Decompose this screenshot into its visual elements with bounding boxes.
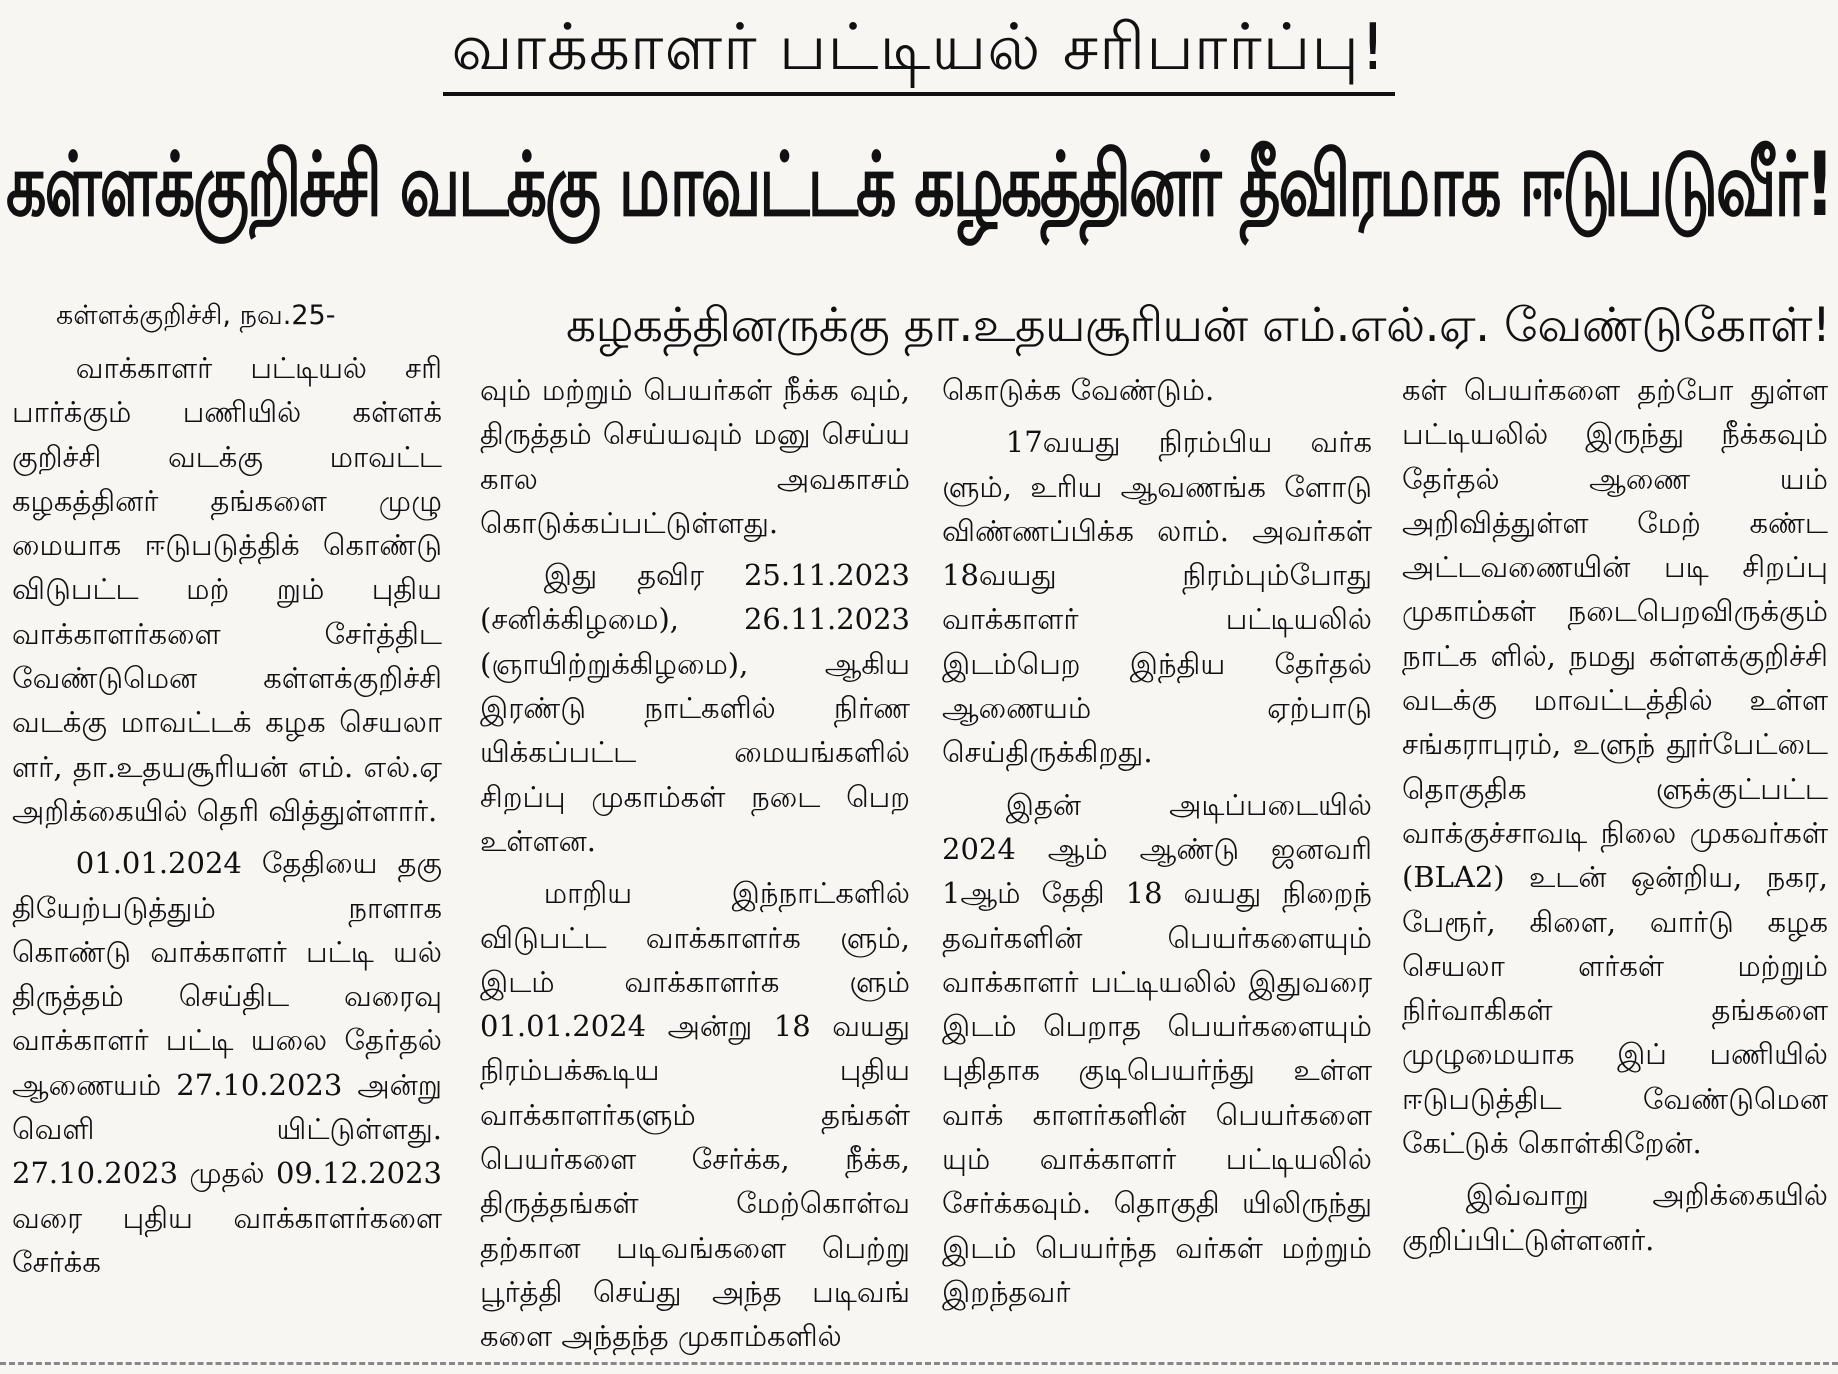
paragraph: மாறிய இந்நாட்களில் விடுபட்ட வாக்காளர்க ளும், இடம் வாக்காளர்க ளும் 01.01.2024 அன்று 18 வயது நிரம்பக்கூடிய புதிய வாக்காளர்களும் தங்கள் பெயர்களை சேர்க்க, நீக்க, திருத்தங்கள் மேற்கொள்வ தற்கான படிவங்களை பெற்று பூர்த்தி செய்து அந்த படிவங் களை அந்தந்த முகாம்களில் [480, 876, 910, 1354]
paragraph: இவ்வாறு அறிக்கையில் குறிப்பிட்டுள்ளனர். [1402, 1178, 1828, 1257]
article-column-1 [12, 346, 442, 1292]
main-headline: கள்ளக்குறிச்சி வடக்கு மாவட்டக் கழகத்தினர் தீவிரமாக ஈடுபடுவீர்! [6, 133, 1833, 236]
paragraph: இது தவிர 25.11.2023 (சனிக்கிழமை), 26.11.2023 (ஞாயிற்றுக்கிழமை), ஆகிய இரண்டு நாட்களில் நிர்ண யிக்கப்பட்ட மையங்களில் சிறப்பு முகாம்கள் நடை பெற உள்ளன. [480, 558, 910, 858]
article-column-2 [480, 368, 910, 1367]
kicker-text: வாக்காளர் பட்டியல் சரிபார்ப்பு! [443, 4, 1394, 96]
paragraph: கொடுக்க வேண்டும். [942, 373, 1215, 407]
paragraph: இதன் அடிப்படையில் 2024 ஆம் ஆண்டு ஜனவரி 1ஆம் தேதி 18 வயது நிறைந் தவர்களின் பெயர்களையும் வாக்காளர் பட்டியலில் இதுவரை இடம் பெறாத பெயர்களையும் புதிதாக குடிபெயர்ந்து உள்ள வாக் காளர்களின் பெயர்களை யும் வாக்காளர் பட்டியலில் சேர்க்கவும். தொகுதி யிலிருந்து இடம் பெயர்ந்த வர்கள் மற்றும் இறந்தவர் [942, 787, 1372, 1309]
sub-headline: கழகத்தினருக்கு தா.உதயசூரியன் எம்.எல்.ஏ. வேண்டுகோள்! [566, 298, 1831, 353]
dateline: கள்ளக்குறிச்சி, நவ.25- [56, 300, 336, 331]
paragraph: கள் பெயர்களை தற்போ துள்ள பட்டியலில் இருந்து நீக்கவும் தேர்தல் ஆணை யம் அறிவித்துள்ள மேற் கண்ட அட்டவணையின் படி சிறப்பு முகாம்கள் நடைபெறவிருக்கும் நாட்க ளில், நமது கள்ளக்குறிச்சி வடக்கு மாவட்டத்தில் உள்ள சங்கராபுரம், உளுந் தூர்பேட்டை தொகுதிக ளுக்குட்பட்ட வாக்குச்சாவடி நிலை முகவர்கள் (BLA2) உடன் ஒன்றிய, நகர, பேரூர், கிளை, வார்டு கழக செயலா ளர்கள் மற்றும் நிர்வாகிகள் தங்களை முழுமையாக இப் பணியில் ஈடுபடுத்திட வேண்டுமென கேட்டுக் கொள்கிறேன். [1402, 373, 1828, 1161]
article-column-4 [1402, 368, 1828, 1270]
paragraph: 01.01.2024 தேதியை தகு தியேற்படுத்தும் நாளாக கொண்டு வாக்காளர் பட்டி யல் திருத்தம் செய்திட வரைவு வாக்காளர் பட்டி யலை தேர்தல் ஆணையம் 27.10.2023 அன்று வெளி யிட்டுள்ளது. 27.10.2023 முதல் 09.12.2023 வரை புதிய வாக்காளர்களை சேர்க்க [12, 846, 442, 1279]
article-column-3 [942, 368, 1372, 1322]
bottom-divider [0, 1362, 1838, 1365]
kicker-heading [0, 4, 1838, 96]
paragraph: 17வயது நிரம்பிய வர்க ளும், உரிய ஆவணங்க ளோடு விண்ணப்பிக்க லாம். அவர்கள் 18வயது நிரம்பும்போது வாக்காளர் பட்டியலில் இடம்பெற இந்திய தேர்தல் ஆணையம் ஏற்பாடு செய்திருக்கிறது. [942, 425, 1372, 770]
paragraph: வாக்காளர் பட்டியல் சரி பார்க்கும் பணியில் கள்ளக் குறிச்சி வடக்கு மாவட்ட கழகத்தினர் தங்களை முழு மையாக ஈடுபடுத்திக் கொண்டு விடுபட்ட மற் றும் புதிய வாக்காளர்களை சேர்த்திட வேண்டுமென கள்ளக்குறிச்சி வடக்கு மாவட்டக் கழக செயலா ளர், தா.உதயசூரியன் எம். எல்.ஏ அறிக்கையில் தெரி வித்துள்ளார். [12, 351, 442, 828]
paragraph: வும் மற்றும் பெயர்கள் நீக்க வும், திருத்தம் செய்யவும் மனு செய்ய கால அவகாசம் கொடுக்கப்பட்டுள்ளது. [480, 373, 910, 540]
